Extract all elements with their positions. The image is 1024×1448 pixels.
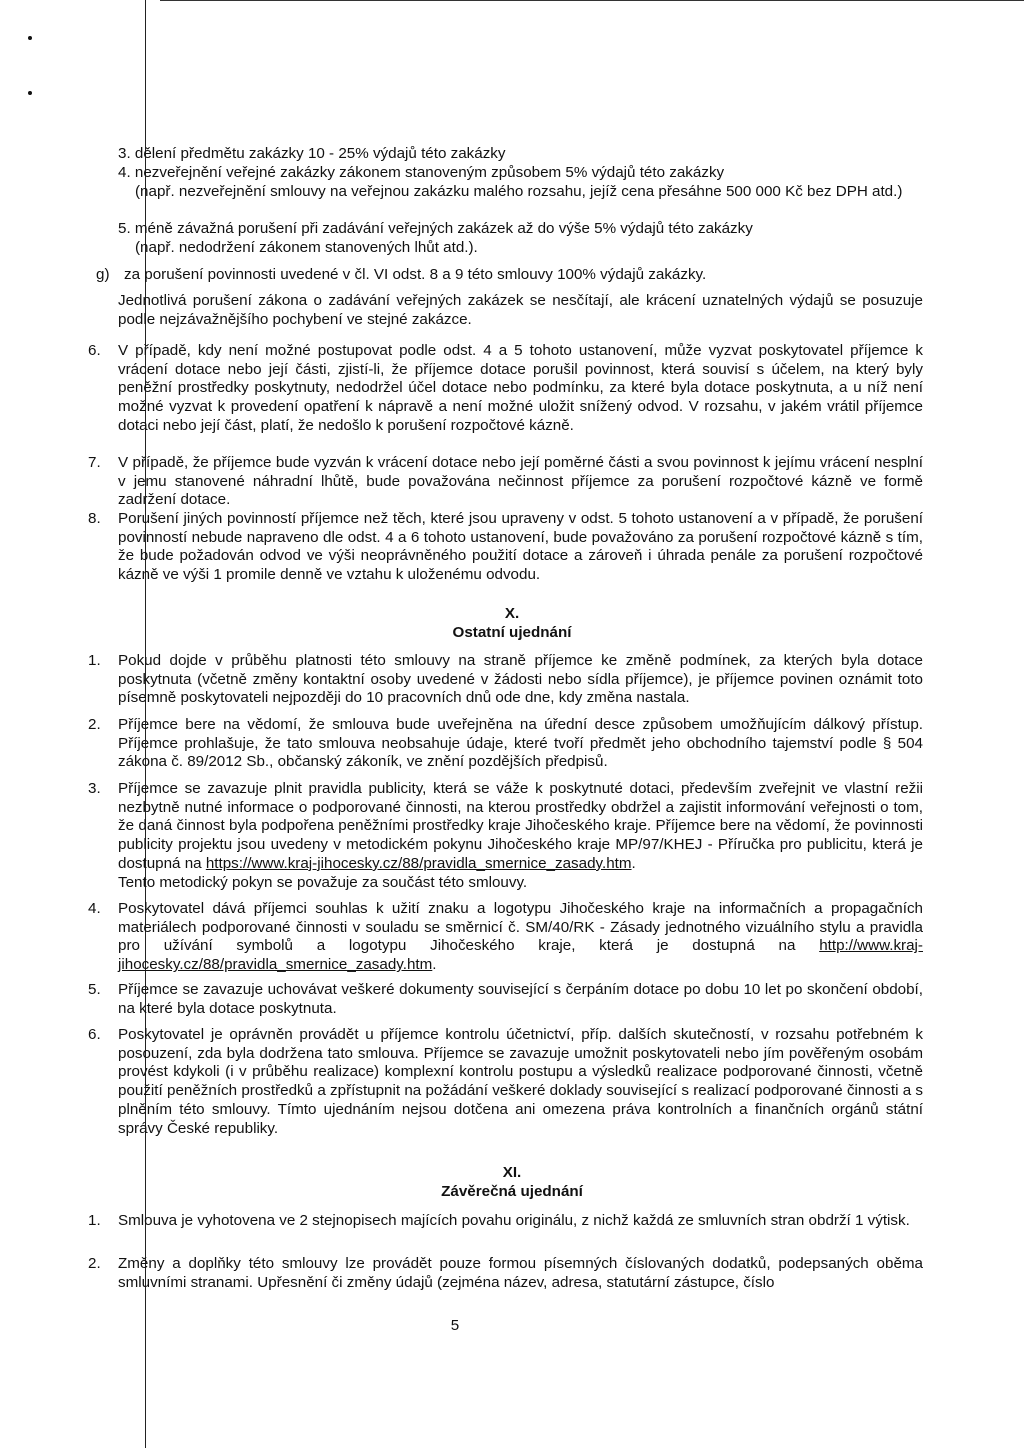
section-xi-numeral: XI. <box>502 1164 522 1181</box>
para-8-number: 8. <box>88 510 101 527</box>
para-8-text: Porušení jiných povinností příjemce než těch, které jsou upraveny v odst. 5 tohoto ustanovení a v případě, že porušení povinností nebude napraveno dle odst. 4 a 6 tohoto ustanovení, bude považováno za porušení rozpočtové kázně s tím, že bude požadován odvod ve výši neoprávněného použití dotace a zároveň i úhrada penále za porušení rozpočtové kázně ve výši 1 promile denně ve vztahu k uloženému odvodu. <box>118 510 923 584</box>
sub-item-5-text: 5. méně závažná porušení při zadávání veřejných zakázek až do výše 5% výdajů této zakázky <box>118 220 753 237</box>
scan-speck <box>28 91 32 95</box>
sub-item-5-note: (např. nedodržení zákonem stanovených lhůt atd.). <box>135 238 478 256</box>
sub-item-3: 3. dělení předmětu zakázky 10 - 25% výdajů této zakázky <box>118 145 506 162</box>
x5-number: 5. <box>88 981 101 998</box>
x4-text-end: . <box>432 956 437 974</box>
x4-link[interactable]: http://www.kraj-jihocesky.cz/88/pravidla_smernice_zasady.htm <box>118 937 923 974</box>
x3-link[interactable]: https://www.kraj-jihocesky.cz/88/pravidla_smernice_zasady.htm <box>205 854 632 872</box>
para-6-number: 6. <box>88 342 101 359</box>
item-g-text: za porušení povinnosti uvedené v čl. VI odst. 8 a 9 této smlouvy 100% výdajů zakázky. <box>124 266 707 283</box>
sub-item-4-text: 4. nezveřejnění veřejné zakázky zákonem stanoveným způsobem 5% výdajů této zakázky <box>118 164 725 181</box>
x3-text-end: . <box>631 854 636 872</box>
x6-text: Poskytovatel je oprávněn provádět u příjemce kontrolu účetnictví, příp. dalších skutečností, v rozsahu potřebném k posouzení, zda byla dodržena tato smlouva. Příjemce se zavazuje umožnit poskytovateli nebo jím pověřeným osobám provést kdykoli (i v průběhu realizace) komplexní kontrolu postupu a výsledků realizace podporované činnosti, včetně použití peněžních prostředků a zpřístupnit na požádání veškeré doklady související s realizací podporované činnosti a s plněním této smlouvy. Tímto ujednáním nejsou dotčena ani omezena práva kontrolních a finančních orgánů státní správy České republiky. <box>118 1026 923 1137</box>
section-x-numeral: X. <box>504 605 520 622</box>
x3-body <box>118 780 923 892</box>
para-7-text: V případě, že příjemce bude vyzván k vrácení dotace nebo její poměrné části a svou povinnost k jejímu vrácení nesplní v jemu stanovené náhradní lhůtě, bude považována nečinnost příjemce za porušení rozpočtové kázně ve formě zadržení dotace. <box>118 454 923 509</box>
x6-number: 6. <box>88 1026 101 1043</box>
xi1-number: 1. <box>88 1212 101 1229</box>
x2-number: 2. <box>88 716 101 733</box>
x2-text: Příjemce bere na vědomí, že smlouva bude uveřejněna na úřední desce způsobem umožňujícím dálkový přístup. Příjemce prohlašuje, že tato smlouva neobsahuje údaje, které tvoří předmět jeho obchodního tajemství podle § 504 zákona č. 89/2012 Sb., občanský zákoník, ve znění pozdějších předpisů. <box>118 716 923 771</box>
paragraph-jednotliva: Jednotlivá porušení zákona o zadávání veřejných zakázek se nesčítají, ale krácení uznatelných výdajů se posuzuje podle nejzávažnějšího pochybení ve stejné zakázce. <box>118 292 923 328</box>
x3-text: Příjemce se zavazuje plnit pravidla publicity, která se váže k poskytnuté dotaci, především zveřejnit ve vlastní režii nezbytně nutné informace o podporované činnosti, na kterou prostředky obdržel a zajistit informování veřejnosti o tom, že daná činnost byla podpořena peněžními prostředky kraje Jihočeského kraje. Příjemce bere na vědomí, že povinnosti publicity projektu jsou uvedeny v metodickém pokynu Jihočeského kraje MP/97/KHEJ - Příručka pro publicitu, která je dostupná na <box>118 780 923 872</box>
x4-number: 4. <box>88 900 101 917</box>
x5-text: Příjemce se zavazuje uchovávat veškeré dokumenty související s čerpáním dotace po dobu 10 let po skončení období, na které byla dotace poskytnuta. <box>118 981 923 1017</box>
x4-body <box>118 900 923 975</box>
xi2-text: Změny a doplňky této smlouvy lze provádět pouze formou písemných číslovaných dodatků, podepsaných oběma smluvními stranami. Upřesnění či změny údajů (zejména název, adresa, statutární zástupce, číslo <box>118 1255 923 1291</box>
scan-top-edge <box>160 0 1024 1</box>
xi1-text: Smlouva je vyhotovena ve 2 stejnopisech majících povahu originálu, z nichž každá ze smluvních stran obdrží 1 výtisk. <box>118 1212 910 1229</box>
section-xi-title: Závěrečná ujednání <box>441 1183 583 1200</box>
section-x-title: Ostatní ujednání <box>452 624 572 641</box>
page-number: 5 <box>450 1317 460 1334</box>
x4-text: Poskytovatel dává příjemci souhlas k užití znaku a logotypu Jihočeského kraje na informačních a propagačních materiálech podporované činnosti v souladu se směrnicí č. SM/40/RK - Zásady jednotného vizuálního stylu a pravidla pro užívání symbolů a logotypu Jihočeského kraje, která je dostupná na <box>118 900 923 955</box>
item-g-label: g) <box>96 266 110 283</box>
sub-item-4-note: (např. nezveřejnění smlouvy na veřejnou zakázku malého rozsahu, jejíž cena přesáhne 500 000 Kč bez DPH atd.) <box>135 182 903 200</box>
sub-item-5 <box>118 220 923 257</box>
x3-number: 3. <box>88 780 101 797</box>
para-6-text: V případě, kdy není možné postupovat podle odst. 4 a 5 tohoto ustanovení, může vyzvat poskytovatel příjemce k vrácení dotace nebo její části, zjistí-li, že příjemce dotace porušil povinnost, která souvisí s účelem, na který byly peněžní prostředky poskytnuty, nedodržel účel dotace nebo podmínku, za které byla dotace poskytnuta, a u níž není možné vyzvat k provedení opatření k nápravě a není možné uložit snížený odvod. V rozsahu, v jakém vrátil příjemce dotaci nebo její část, platí, že nedošlo k porušení rozpočtové kázně. <box>118 342 923 434</box>
x3-tail: Tento metodický pokyn se považuje za součást této smlouvy. <box>118 873 528 891</box>
xi2-number: 2. <box>88 1255 101 1272</box>
x1-number: 1. <box>88 652 101 669</box>
para-7-number: 7. <box>88 454 101 471</box>
scan-speck <box>28 36 32 40</box>
sub-item-4 <box>118 164 923 201</box>
x1-text: Pokud dojde v průběhu platnosti této smlouvy na straně příjemce ke změně podmínek, za kterých byla dotace poskytnuta (včetně změny kontaktní osoby uvedené v žádosti nebo sídla příjemce), je příjemce povinen oznámit toto písemně poskytovateli nejpozději do 10 pracovních dnů ode dne, kdy změna nastala. <box>118 652 923 707</box>
